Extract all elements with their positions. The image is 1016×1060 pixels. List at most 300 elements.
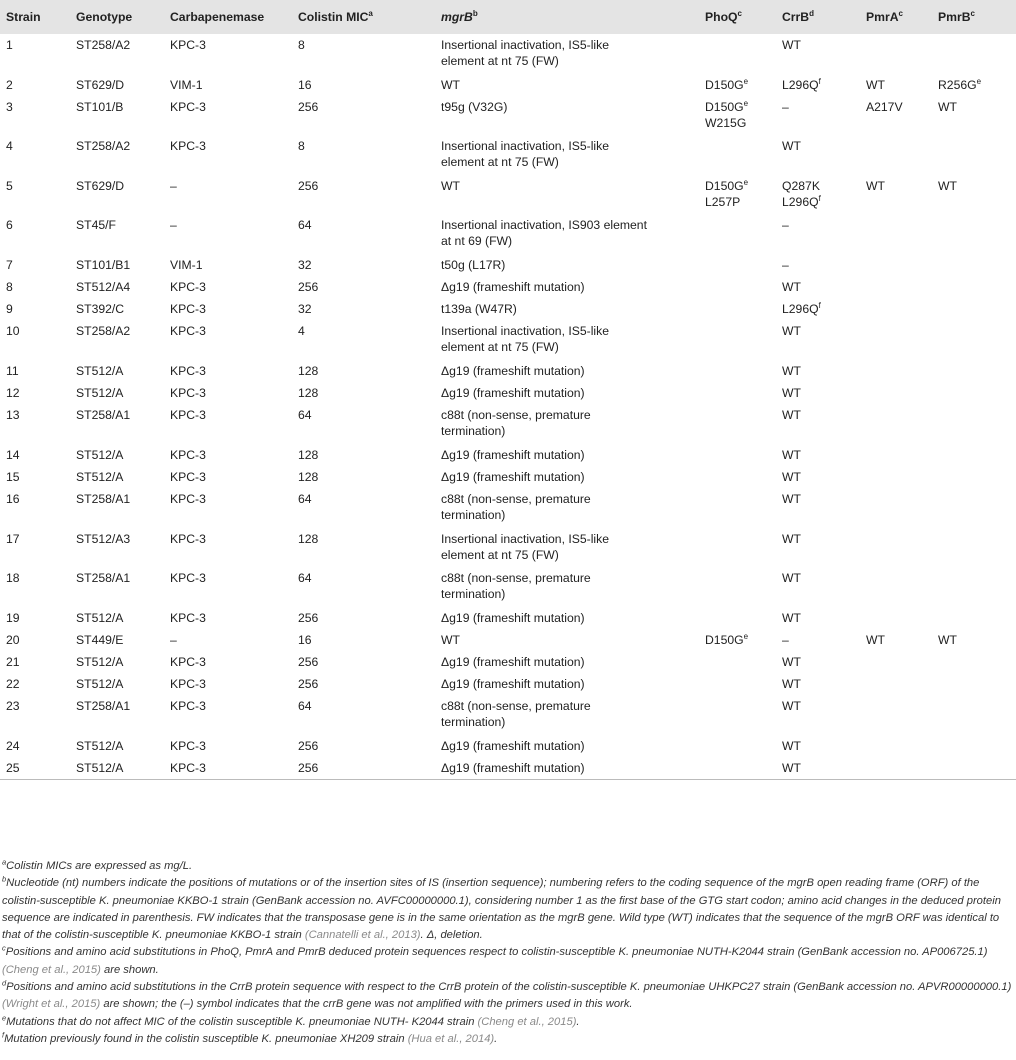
cell-genotype: ST629/D bbox=[76, 178, 125, 193]
cell-colistin-mic: 64 bbox=[298, 218, 312, 233]
cell-genotype: ST512/A bbox=[76, 677, 124, 692]
cell-crrb bbox=[776, 607, 860, 629]
table-row bbox=[0, 175, 1016, 215]
cell-mgrb bbox=[435, 528, 699, 568]
cell-genotype: ST512/A bbox=[76, 654, 124, 669]
pmrb-substitution: WT bbox=[938, 99, 957, 114]
cell-colistin-mic: 16 bbox=[298, 77, 312, 92]
mgrb-text: WT bbox=[441, 77, 460, 92]
footnote-mark: e bbox=[743, 631, 749, 641]
cell-colistin-mic: 256 bbox=[298, 99, 319, 114]
table-row bbox=[0, 528, 1016, 568]
cell-phoq bbox=[699, 735, 776, 757]
cell-pmra bbox=[860, 695, 932, 735]
cell-mgrb bbox=[435, 34, 699, 74]
table-row bbox=[0, 735, 1016, 757]
col-header-colistin-mic: Colistin MIC$^a$ bbox=[298, 8, 373, 24]
cell-mgrb bbox=[435, 254, 699, 276]
cell-phoq bbox=[699, 214, 776, 254]
cell-colistin-mic: 256 bbox=[292, 757, 435, 779]
cell-strain: 17 bbox=[6, 531, 20, 546]
cell-pmra bbox=[860, 276, 932, 298]
table-row bbox=[0, 629, 1016, 651]
cell-mgrb bbox=[435, 567, 699, 607]
cell-mgrb bbox=[435, 607, 699, 629]
cell-pmra bbox=[860, 444, 932, 466]
table-row bbox=[0, 567, 1016, 607]
cell-phoq bbox=[699, 488, 776, 528]
mgrb-text: Insertional inactivation, IS5-like bbox=[441, 139, 610, 154]
cell-mgrb bbox=[435, 735, 699, 757]
table-row bbox=[0, 320, 1016, 360]
cell-pmra: WT bbox=[866, 77, 885, 92]
cell-carbapenemase: KPC-3 bbox=[170, 38, 206, 52]
crrb-substitution: WT bbox=[782, 654, 801, 669]
crrb-substitution: WT bbox=[782, 738, 801, 753]
cell-pmrb bbox=[932, 607, 1016, 629]
table-row bbox=[0, 298, 1016, 320]
cell-mgrb bbox=[435, 74, 699, 96]
mgrb-text: c88t (non-sense, premature bbox=[441, 492, 591, 506]
footnote-f bbox=[2, 1031, 1012, 1048]
footnote-b bbox=[2, 875, 1012, 944]
cell-colistin-mic: 4 bbox=[298, 324, 305, 339]
crrb-substitution: WT bbox=[782, 408, 801, 423]
col-header-mgrb: mgrB$^b$ bbox=[441, 8, 478, 24]
cell-mgrb bbox=[435, 298, 699, 320]
cell-crrb bbox=[776, 466, 860, 488]
cell-genotype: ST512/A4 bbox=[76, 279, 131, 294]
crrb-substitution: Q287K bbox=[782, 178, 820, 193]
table-footnotes bbox=[0, 858, 1012, 1048]
table-row bbox=[0, 757, 1016, 779]
table-row bbox=[0, 488, 1016, 528]
col-header-genotype: Genotype bbox=[76, 10, 133, 24]
cell-phoq bbox=[699, 673, 776, 695]
citation-link: (Hua et al., 2014) bbox=[407, 1032, 495, 1045]
cell-pmrb bbox=[932, 567, 1016, 607]
cell-pmra bbox=[860, 528, 932, 568]
cell-phoq bbox=[699, 34, 776, 74]
cell-strain: 5 bbox=[6, 178, 13, 193]
cell-pmra bbox=[860, 567, 932, 607]
cell-phoq bbox=[699, 444, 776, 466]
table-row bbox=[0, 404, 1016, 444]
cell-strain: 10 bbox=[6, 324, 20, 339]
cell-phoq bbox=[699, 135, 776, 175]
cell-strain: 14 bbox=[6, 447, 20, 462]
cell-mgrb bbox=[435, 135, 699, 175]
mgrb-text: c88t (non-sense, premature bbox=[441, 408, 591, 423]
cell-colistin-mic: 8 bbox=[298, 38, 305, 52]
table-row bbox=[0, 382, 1016, 404]
cell-mgrb bbox=[435, 629, 699, 651]
cell-crrb bbox=[776, 382, 860, 404]
cell-phoq bbox=[699, 276, 776, 298]
footnote-mark: a bbox=[2, 857, 7, 867]
footnote-mark: c bbox=[2, 943, 6, 953]
cell-strain: 7 bbox=[6, 257, 13, 272]
cell-crrb bbox=[776, 320, 860, 360]
phoq-substitution: W215G bbox=[705, 115, 747, 130]
cell-carbapenemase: KPC-3 bbox=[170, 571, 206, 585]
mgrb-text: Δg19 (frameshift mutation) bbox=[441, 738, 585, 753]
cell-mgrb bbox=[435, 360, 699, 382]
cell-pmra: WT bbox=[866, 178, 885, 193]
cell-pmra bbox=[860, 404, 932, 444]
cell-crrb bbox=[776, 404, 860, 444]
footnote-text: . Δ, deletion. bbox=[420, 929, 483, 942]
footnote-mark: b bbox=[2, 874, 7, 884]
cell-mgrb bbox=[435, 444, 699, 466]
footnote-mark: e bbox=[976, 76, 982, 86]
cell-pmra bbox=[860, 673, 932, 695]
crrb-substitution: WT bbox=[782, 699, 801, 714]
cell-genotype: ST512/A bbox=[76, 385, 124, 400]
cell-pmrb bbox=[932, 298, 1016, 320]
cell-mgrb bbox=[435, 320, 699, 360]
cell-mgrb bbox=[435, 382, 699, 404]
cell-genotype: ST512/A bbox=[76, 363, 124, 378]
citation-link: (Cheng et al., 2015) bbox=[2, 963, 101, 976]
footnote-d bbox=[2, 979, 1012, 1014]
cell-carbapenemase: KPC-3 bbox=[170, 654, 206, 669]
cell-carbapenemase: KPC-3 bbox=[170, 279, 206, 294]
cell-strain: 15 bbox=[6, 469, 20, 484]
cell-pmrb bbox=[932, 695, 1016, 735]
cell-carbapenemase: KPC-3 bbox=[170, 139, 206, 154]
cell-carbapenemase: KPC-3 bbox=[170, 385, 206, 400]
mgrb-text: t50g (L17R) bbox=[441, 257, 506, 272]
cell-crrb bbox=[776, 135, 860, 175]
cell-pmrb bbox=[932, 444, 1016, 466]
cell-colistin-mic: 128 bbox=[298, 469, 319, 484]
cell-crrb bbox=[776, 34, 860, 74]
cell-pmra bbox=[860, 135, 932, 175]
table-row bbox=[0, 673, 1016, 695]
cell-carbapenemase: KPC-3 bbox=[170, 302, 206, 317]
cell-pmra bbox=[860, 382, 932, 404]
phoq-substitution: D150G bbox=[705, 77, 744, 92]
cell-genotype: ST258/A1 bbox=[76, 571, 131, 585]
cell-pmra: A217V bbox=[866, 99, 903, 114]
mgrb-text: Δg19 (frameshift mutation) bbox=[441, 677, 585, 692]
cell-colistin-mic: 128 bbox=[298, 363, 319, 378]
cell-mgrb bbox=[435, 757, 699, 779]
cell-mgrb bbox=[435, 214, 699, 254]
crrb-substitution: WT bbox=[782, 492, 801, 506]
cell-colistin-mic: 16 bbox=[298, 632, 312, 647]
cell-genotype: ST258/A2 bbox=[76, 324, 131, 339]
cell-pmrb bbox=[932, 320, 1016, 360]
table-row bbox=[0, 466, 1016, 488]
cell-pmra bbox=[860, 735, 932, 757]
crrb-substitution: L296Q bbox=[782, 302, 819, 317]
mgrb-text: termination) bbox=[441, 508, 506, 522]
mgrb-text: element at nt 75 (FW) bbox=[441, 340, 559, 355]
table-row bbox=[0, 34, 1016, 74]
cell-genotype: ST512/A bbox=[76, 469, 124, 484]
cell-colistin-mic: 256 bbox=[298, 654, 319, 669]
cell-strain: 22 bbox=[6, 677, 20, 692]
cell-pmra bbox=[860, 651, 932, 673]
table-row bbox=[0, 254, 1016, 276]
footnote-text: . bbox=[494, 1032, 498, 1045]
cell-genotype: ST101/B bbox=[76, 99, 124, 114]
cell-mgrb bbox=[435, 175, 699, 215]
mgrb-text: WT bbox=[441, 632, 460, 647]
cell-pmrb bbox=[932, 360, 1016, 382]
mgrb-text: element at nt 75 (FW) bbox=[441, 547, 559, 562]
cell-carbapenemase: VIM-1 bbox=[170, 77, 203, 92]
cell-genotype: ST258/A2 bbox=[76, 139, 131, 154]
cell-carbapenemase: KPC-3 bbox=[170, 447, 206, 462]
crrb-substitution: WT bbox=[782, 531, 801, 546]
cell-genotype: ST512/A bbox=[76, 738, 124, 753]
footnote-mark: f bbox=[2, 1030, 5, 1040]
footnote-mark: f bbox=[818, 301, 821, 310]
header-row bbox=[0, 0, 1016, 34]
cell-carbapenemase: – bbox=[170, 218, 177, 233]
mgrb-text: element at nt 75 (FW) bbox=[441, 155, 559, 170]
cell-phoq bbox=[699, 567, 776, 607]
cell-genotype: ST392/C bbox=[76, 302, 125, 317]
footnote-mark: e bbox=[2, 1012, 7, 1022]
mgrb-text: termination) bbox=[441, 715, 506, 730]
mgrb-text: Δg19 (frameshift mutation) bbox=[441, 654, 585, 669]
crrb-substitution: WT bbox=[782, 469, 801, 484]
citation-link: (Cannatelli et al., 2013) bbox=[304, 929, 421, 942]
cell-carbapenemase: KPC-3 bbox=[170, 408, 206, 423]
cell-pmrb bbox=[932, 757, 1016, 779]
cell-phoq bbox=[699, 757, 776, 779]
cell-pmrb bbox=[932, 735, 1016, 757]
col-header-pmrb: PmrB$^c$ bbox=[938, 8, 975, 24]
cell-colistin-mic: 128 bbox=[298, 531, 319, 546]
footnote-text: . bbox=[576, 1015, 580, 1028]
cell-phoq bbox=[699, 360, 776, 382]
phoq-substitution: L257P bbox=[705, 194, 741, 209]
cell-colistin-mic: 32 bbox=[298, 257, 312, 272]
cell-genotype: ST512/A bbox=[70, 757, 164, 779]
cell-colistin-mic: 128 bbox=[298, 385, 319, 400]
cell-strain: 18 bbox=[6, 571, 20, 585]
footnote-text: Colistin MICs are expressed as mg/L. bbox=[6, 860, 193, 872]
cell-phoq bbox=[699, 607, 776, 629]
col-header-carbapenemase: Carbapenemase bbox=[170, 10, 265, 24]
cell-genotype: ST512/A bbox=[76, 447, 124, 462]
footnote-mark: e bbox=[743, 177, 749, 187]
cell-crrb bbox=[776, 254, 860, 276]
cell-mgrb bbox=[435, 276, 699, 298]
cell-strain: 4 bbox=[6, 139, 13, 154]
cell-pmrb bbox=[932, 629, 1016, 651]
mgrb-text: Insertional inactivation, IS5-like bbox=[441, 324, 610, 339]
crrb-substitution: WT bbox=[782, 324, 801, 339]
cell-carbapenemase: KPC-3 bbox=[164, 757, 292, 779]
cell-genotype: ST101/B1 bbox=[76, 257, 131, 272]
cell-phoq bbox=[699, 298, 776, 320]
crrb-substitution: WT bbox=[782, 447, 801, 462]
cell-crrb bbox=[776, 444, 860, 466]
cell-pmrb bbox=[932, 96, 1016, 136]
cell-pmra bbox=[860, 757, 932, 779]
cell-genotype: ST258/A1 bbox=[76, 699, 131, 714]
cell-pmra bbox=[860, 214, 932, 254]
mgrb-text: Δg19 (frameshift mutation) bbox=[441, 447, 585, 462]
cell-phoq bbox=[699, 466, 776, 488]
cell-strain: 21 bbox=[6, 654, 20, 669]
cell-strain: 1 bbox=[6, 38, 13, 52]
cell-carbapenemase: – bbox=[170, 178, 177, 193]
cell-colistin-mic: 64 bbox=[298, 408, 312, 423]
table-row bbox=[0, 135, 1016, 175]
cell-strain: 24 bbox=[6, 738, 20, 753]
pmrb-substitution: WT bbox=[938, 632, 957, 647]
mgrb-text: WT bbox=[441, 178, 460, 193]
cell-pmrb bbox=[932, 254, 1016, 276]
col-header-strain: Strain bbox=[6, 10, 41, 24]
footnote-mark: d bbox=[2, 978, 7, 988]
cell-colistin-mic: 8 bbox=[298, 139, 305, 154]
cell-mgrb bbox=[435, 695, 699, 735]
cell-colistin-mic: 128 bbox=[298, 447, 319, 462]
cell-colistin-mic: 256 bbox=[298, 738, 319, 753]
crrb-substitution: – bbox=[782, 218, 789, 233]
cell-colistin-mic: 256 bbox=[298, 279, 319, 294]
cell-crrb bbox=[776, 651, 860, 673]
mgrb-text: element at nt 75 (FW) bbox=[441, 54, 559, 68]
cell-carbapenemase: KPC-3 bbox=[170, 363, 206, 378]
crrb-substitution: WT bbox=[782, 139, 801, 154]
cell-mgrb bbox=[435, 404, 699, 444]
cell-genotype: ST258/A2 bbox=[76, 38, 131, 52]
cell-crrb bbox=[776, 629, 860, 651]
footnote-text: Positions and amino acid substitutions in PhoQ, PmrA and PmrB deduced protein sequences respect to colistin-susceptible K. pneumoniae NUTH-K2044 strain (GenBank accession no. AP006725.1) bbox=[5, 946, 988, 959]
mgrb-text: Δg19 (frameshift mutation) bbox=[441, 610, 585, 625]
cell-phoq bbox=[699, 175, 776, 215]
cell-genotype: ST258/A1 bbox=[76, 408, 131, 423]
col-header-pmra: PmrA$^c$ bbox=[866, 8, 903, 24]
cell-mgrb bbox=[435, 96, 699, 136]
crrb-substitution: L296Q bbox=[782, 77, 819, 92]
table-body bbox=[0, 34, 1016, 779]
cell-phoq bbox=[699, 96, 776, 136]
cell-crrb bbox=[776, 298, 860, 320]
cell-strain: 16 bbox=[6, 492, 20, 506]
footnote-mark: f bbox=[818, 76, 821, 86]
cell-pmrb bbox=[932, 488, 1016, 528]
cell-crrb bbox=[776, 735, 860, 757]
table-row bbox=[0, 651, 1016, 673]
footnote-a bbox=[2, 858, 1012, 875]
mgrb-text: Δg19 (frameshift mutation) bbox=[441, 363, 585, 378]
cell-colistin-mic: 256 bbox=[298, 610, 319, 625]
cell-phoq bbox=[699, 74, 776, 96]
cell-pmra bbox=[860, 466, 932, 488]
phoq-substitution: D150G bbox=[705, 178, 744, 193]
crrb-substitution: WT bbox=[782, 385, 801, 400]
cell-mgrb bbox=[435, 488, 699, 528]
cell-carbapenemase: KPC-3 bbox=[170, 677, 206, 692]
cell-genotype: ST512/A bbox=[76, 610, 124, 625]
cell-genotype: ST629/D bbox=[76, 77, 125, 92]
cell-pmrb bbox=[932, 382, 1016, 404]
cell-carbapenemase: KPC-3 bbox=[170, 738, 206, 753]
cell-colistin-mic: 256 bbox=[298, 178, 319, 193]
cell-colistin-mic: 256 bbox=[298, 677, 319, 692]
crrb-substitution: WT bbox=[782, 571, 801, 585]
footnote-c bbox=[2, 944, 1012, 979]
mgrb-text: Δg19 (frameshift mutation) bbox=[441, 469, 585, 484]
cell-pmrb bbox=[932, 528, 1016, 568]
table-row bbox=[0, 276, 1016, 298]
mgrb-text: c88t (non-sense, premature bbox=[441, 699, 591, 714]
col-header-crrb: CrrB$^d$ bbox=[782, 8, 814, 24]
cell-pmra bbox=[860, 254, 932, 276]
cell-crrb bbox=[776, 360, 860, 382]
col-header-phoq: PhoQ$^c$ bbox=[705, 8, 742, 24]
footnote-mark: e bbox=[743, 98, 749, 108]
cell-carbapenemase: KPC-3 bbox=[170, 699, 206, 714]
cell-strain: 8 bbox=[6, 279, 13, 294]
mgrb-text: termination) bbox=[441, 587, 506, 601]
cell-crrb bbox=[776, 96, 860, 136]
cell-crrb bbox=[776, 567, 860, 607]
cell-colistin-mic: 64 bbox=[298, 492, 312, 506]
table-row bbox=[0, 444, 1016, 466]
cell-crrb bbox=[776, 673, 860, 695]
table-row bbox=[0, 74, 1016, 96]
pmrb-substitution: R256G bbox=[938, 77, 977, 92]
cell-strain: 6 bbox=[6, 218, 13, 233]
cell-pmra bbox=[860, 298, 932, 320]
mgrb-text: Δg19 (frameshift mutation) bbox=[441, 385, 585, 400]
crrb-substitution: WT bbox=[782, 610, 801, 625]
crrb-substitution: WT bbox=[782, 363, 801, 378]
cell-crrb bbox=[776, 214, 860, 254]
cell-pmra bbox=[860, 360, 932, 382]
cell-pmrb bbox=[932, 214, 1016, 254]
cell-strain: 12 bbox=[6, 385, 20, 400]
cell-phoq bbox=[699, 404, 776, 444]
cell-carbapenemase: KPC-3 bbox=[170, 469, 206, 484]
crrb-substitution: – bbox=[782, 99, 789, 114]
table-row bbox=[0, 607, 1016, 629]
mgrb-text: termination) bbox=[441, 424, 506, 439]
cell-carbapenemase: KPC-3 bbox=[170, 610, 206, 625]
cell-pmrb bbox=[932, 276, 1016, 298]
mgrb-text: t95g (V32G) bbox=[441, 99, 508, 114]
table-row bbox=[0, 214, 1016, 254]
mgrb-text: Δg19 (frameshift mutation) bbox=[441, 279, 585, 294]
cell-strain: 25 bbox=[0, 757, 70, 779]
cell-colistin-mic: 64 bbox=[298, 699, 312, 714]
cell-strain: 19 bbox=[6, 610, 20, 625]
footnote-e bbox=[2, 1014, 1012, 1031]
mgrb-text: Insertional inactivation, IS5-like bbox=[441, 531, 610, 546]
cell-genotype: ST258/A1 bbox=[76, 492, 131, 506]
pmrb-substitution: WT bbox=[938, 178, 957, 193]
cell-mgrb bbox=[435, 466, 699, 488]
cell-genotype: ST45/F bbox=[76, 218, 116, 233]
cell-crrb bbox=[776, 74, 860, 96]
cell-strain: 13 bbox=[6, 408, 20, 423]
footnote-text: Mutation previously found in the colistin susceptible K. pneumoniae XH209 strain bbox=[4, 1032, 408, 1045]
cell-pmra bbox=[860, 607, 932, 629]
crrb-substitution: L296Q bbox=[782, 194, 819, 209]
cell-mgrb bbox=[435, 651, 699, 673]
